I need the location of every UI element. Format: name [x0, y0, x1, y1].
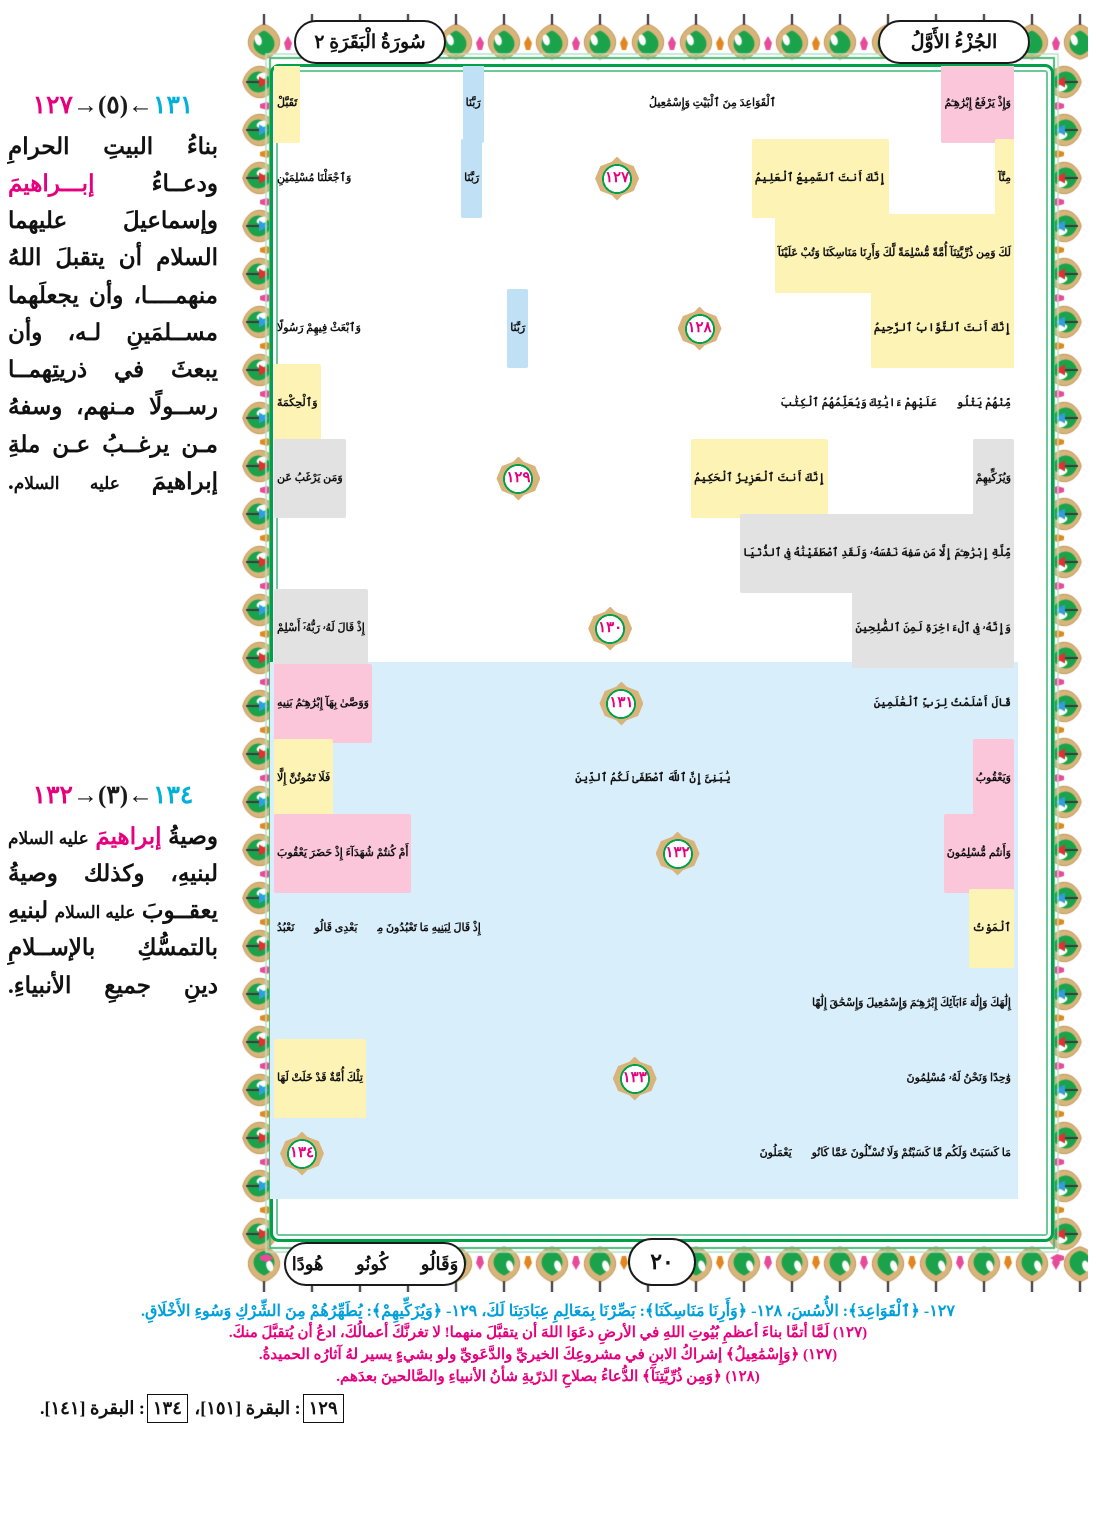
highlighted-phrase: ٱلْمَوْتُ	[969, 889, 1014, 968]
sura-title-cartouche: سُورَةُ الْبَقَرَةِ ٢	[294, 20, 446, 64]
margin-text-1	[8, 128, 218, 501]
highlighted-phrase: تَقَبَّلْ	[274, 66, 300, 143]
highlighted-phrase: وَإِذْ يَرْفَعُ إِبْرَٰهِـۧمُ	[941, 66, 1014, 143]
highlighted-phrase: وَمَن يَرْغَبُ عَن	[274, 439, 346, 518]
highlighted-phrase: إِنَّكَ أَنتَ ٱلسَّمِيعُ ٱلْعَلِيمُ	[752, 139, 889, 218]
ref-target: : البقرة [١٤١].	[40, 1398, 145, 1419]
verse-range-end: ١٣١	[153, 92, 194, 119]
ayah-number: ١٢٨	[687, 320, 712, 336]
quran-line	[270, 741, 1018, 816]
highlighted-phrase: وَأَنتُم مُّسْلِمُونَ	[944, 814, 1014, 893]
ayah-number: ١٣٣	[622, 1070, 647, 1086]
highlighted-phrase: رَبَّنَا	[463, 66, 484, 143]
margin-block-1	[0, 92, 232, 500]
highlighted-phrase: وَوَصَّىٰ بِهَآ إِبْرَٰهِـۧمُ بَنِيهِ	[274, 664, 372, 743]
margin-text-run: وصيةُ	[161, 823, 218, 849]
ref-target: : البقرة [١٥١]،	[189, 1398, 301, 1419]
arrow-right-icon: →	[72, 92, 98, 119]
quran-line	[270, 516, 1018, 591]
quran-line	[270, 891, 1018, 966]
highlighted-phrase: وَيُزَكِّيهِمْ	[973, 439, 1014, 518]
page-number-cartouche: ٢٠	[628, 1238, 696, 1286]
ayah-number: ١٣١	[609, 695, 634, 711]
quran-phrase: إِلَٰهَكَ وَإِلَٰهَ ءَابَآئِكَ إِبْرَٰهِـۧمَ وَإِسْمَٰعِيلَ وَإِسْحَٰقَ إِلَٰهًا	[812, 997, 1011, 1009]
arrow-right-icon: →	[72, 782, 98, 809]
quran-phrase: وَٱبْعَثْ فِيهِمْ رَسُولًا	[277, 322, 361, 334]
benefit-note-3: (١٢٨) ﴿وَمِن ذُرِّيَّتِنَآ﴾ الدُّعاءُ بصلاحِ الذرّيةِ شأنُ الأنبياءِ والصَّالحينَ بعدَهم.	[336, 1368, 760, 1385]
ayah-number-marker	[496, 457, 540, 501]
ayah-number-marker	[656, 832, 700, 876]
highlighted-phrase: إِنَّكَ أَنتَ ٱلتَّوَّابُ ٱلرَّحِيمُ	[871, 289, 1014, 368]
margin-commentary-column	[0, 0, 232, 1290]
quran-phrase: يَٰبَنِىَّ إِنَّ ٱللَّهَ ٱصْطَفَىٰ لَكُمُ ٱلدِّينَ	[575, 772, 731, 784]
quran-line	[270, 141, 1018, 216]
glossary-note: ١٢٧- ﴿ٱلْقَوَاعِدَ﴾: الأُسُسَ، ١٢٨- ﴿وَأَرِنَا مَنَاسِكَنَا﴾: بَصِّرْنَا بِمَعَالِمِ عِبَادَتِنَا لَكَ، ١٢٩- ﴿وَيُزَكِّيهِمْ﴾: يُطَهِّرُهُمْ مِنَ الشِّرْكِ وَسُوءِ الأَخْلَاقِ.	[141, 1303, 955, 1320]
quran-line	[270, 1041, 1018, 1116]
benefit-note-2: (١٢٧) ﴿وَإِسْمَٰعِيلُ﴾ إشراكُ الابنِ في مشروعِكَ الخيريِّ والدَّعَويِّ ولو بشيءٍ يسير لهُ آثارُه الحميدةُ.	[258, 1346, 838, 1363]
quran-phrase: وَٱجْعَلْنَا مُسْلِمَيْنِ	[277, 172, 352, 184]
quran-phrase: قَالَ أَسْلَمْتُ لِرَبِّ ٱلْعَٰلَمِينَ	[873, 697, 1011, 709]
highlighted-phrase: إِذْ قَالَ لَهُۥ رَبُّهُۥٓ أَسْلِمْ	[274, 589, 368, 668]
ayah-number: ١٣٠	[598, 620, 623, 636]
ayah-number-marker	[599, 682, 643, 726]
verse-count: (٣)	[97, 782, 129, 809]
margin-text-run: لبنيهِ، وكذلك وصيةُ يعقــوبَ	[8, 860, 218, 923]
ayah-number-marker	[595, 157, 639, 201]
quran-phrase: مِّنْهُمْ يَتْلُوا۟ عَلَيْهِمْ ءَايَٰتِكَ وَيُعَلِّمُهُمُ ٱلْكِتَٰبَ	[780, 397, 1011, 409]
ayah-number: ١٣٤	[289, 1145, 315, 1161]
highlighted-phrase: وَٱلْحِكْمَةَ	[274, 364, 321, 443]
ayah-number-marker	[280, 1132, 324, 1176]
cross-reference-line	[20, 1394, 1076, 1422]
prophet-name: إبراهيمَ	[95, 823, 162, 849]
arrow-left-icon: ←	[128, 92, 154, 119]
verse-range-2	[8, 782, 218, 810]
ref-ayah-box: ١٣٤	[147, 1394, 188, 1422]
quran-line	[270, 441, 1018, 516]
ayah-number-marker	[613, 1057, 657, 1101]
ayah-number: ١٢٧	[604, 170, 630, 186]
ayah-number-marker	[678, 307, 722, 351]
margin-block-2	[0, 782, 232, 1004]
quran-line	[270, 366, 1018, 441]
quran-phrase: إِذْ قَالَ لِبَنِيهِ مَا تَعْبُدُونَ مِنۢ بَعْدِى قَالُوا۟ نَعْبُدُ	[277, 922, 481, 934]
ayah-number: ١٢٩	[506, 470, 531, 486]
quran-text-area	[270, 66, 1018, 1216]
honorific-icon: عليه السلام	[54, 903, 136, 922]
quran-phrase: مَا كَسَبَتْ وَلَكُم مَّا كَسَبْتُمْ وَلَا تُسْـَٔلُونَ عَمَّا كَانُوا۟ يَعْمَلُونَ	[759, 1147, 1011, 1159]
highlighted-phrase: فَلَا تَمُوتُنَّ إِلَّا	[274, 739, 333, 818]
quran-line	[270, 966, 1018, 1041]
highlighted-phrase: لَكَ وَمِن ذُرِّيَّتِنَآ أُمَّةً مُّسْلِمَةً لَّكَ وَأَرِنَا مَنَاسِكَنَا وَتُبْ عَلَيْنَآ	[775, 214, 1014, 293]
ref-ayah-box: ١٢٩	[303, 1394, 344, 1422]
prophet-name: إبـــراهيمَ	[8, 170, 95, 196]
benefit-note-1: (١٢٧) لَمَّا أتمَّا بناءَ أعظمِ بُيُوتِ اللهِ في الأرضِ دعَوَا اللهَ أن يتقبَّلَ منهما! لا تغرنَّكَ أعمالُكَ، ادعُ أن يُتقبَّلَ منكَ.	[228, 1325, 868, 1342]
quran-line	[270, 591, 1018, 666]
footnotes-section	[20, 1300, 1076, 1423]
highlighted-phrase: مِّلَّةِ إِبْرَٰهِـۧمَ إِلَّا مَن سَفِهَ نَفْسَهُۥ وَلَقَدِ ٱصْطَفَيْنَٰهُ فِى ٱلدُّنْيَا	[740, 514, 1014, 593]
quran-line	[270, 216, 1018, 291]
verse-range-start: ١٣٢	[32, 782, 73, 809]
honorific-icon: عليه السلام	[13, 473, 120, 493]
quran-line	[270, 66, 1018, 141]
margin-text-run: .	[8, 468, 14, 494]
quran-line	[270, 816, 1018, 891]
verse-range-end: ١٣٤	[153, 782, 194, 809]
verse-range-1	[8, 92, 218, 120]
quran-line	[270, 291, 1018, 366]
verse-range-start: ١٢٧	[32, 92, 73, 119]
verse-count: (٥)	[97, 92, 129, 119]
quran-line	[270, 1116, 1018, 1191]
catchword-cartouche: وَقَالُوا۟ كُونُوا۟ هُودًا	[284, 1242, 466, 1286]
highlighted-phrase: وَيَعْقُوبُ	[973, 739, 1014, 818]
highlighted-phrase: تِلْكَ أُمَّةٌ قَدْ خَلَتْ لَهَا	[274, 1039, 366, 1118]
margin-text-run: لبنيهِ بالتمسُّكِ بالإســلامِ دينِ جميعِ الأنبياءِ.	[8, 898, 218, 998]
ayah-number: ١٣٢	[665, 845, 690, 861]
arrow-left-icon: ←	[128, 782, 154, 809]
highlighted-phrase: أَمْ كُنتُمْ شُهَدَآءَ إِذْ حَضَرَ يَعْقُوبَ	[274, 814, 411, 893]
highlighted-phrase: وَإِنَّهُۥ فِى ٱلْءَاخِرَةِ لَمِنَ ٱلصَّٰلِحِينَ	[852, 589, 1014, 668]
highlighted-phrase: رَبَّنَا	[507, 289, 528, 368]
quran-phrase: وَٰحِدًا وَنَحْنُ لَهُۥ مُسْلِمُونَ	[906, 1072, 1011, 1084]
juz-label-cartouche: الجُزْءُ الأَوَّلُ	[878, 20, 1030, 64]
quran-phrase: ٱلْقَوَاعِدَ مِنَ ٱلْبَيْتِ وَإِسْمَٰعِيلُ	[649, 97, 777, 109]
highlighted-phrase: رَبَّنَا	[461, 139, 482, 218]
ayah-number-marker	[588, 607, 632, 651]
margin-text-run: بناءُ البيتِ الحرامِ ودعــاءُ	[8, 133, 218, 196]
quran-line	[270, 666, 1018, 741]
margin-text-2	[8, 818, 218, 1004]
honorific-icon: عليه السلام	[8, 828, 89, 848]
margin-text-run: وإسماعيلَ عليهما السلام أن يتقبلَ اللهُ منهمــــا، وأن يجعلَهما مســلمَينِ لـه، وأن يبعثَ في ذريتِهمــا رســولًا مـنهم، وسفهُ مـن يرغــبُ عـن ملةِ إبراهيمَ	[8, 208, 218, 494]
highlighted-phrase: إِنَّكَ أَنتَ ٱلْعَزِيزُ ٱلْحَكِيمُ	[691, 439, 828, 518]
highlighted-phrase: مِنَّآ	[995, 139, 1014, 218]
